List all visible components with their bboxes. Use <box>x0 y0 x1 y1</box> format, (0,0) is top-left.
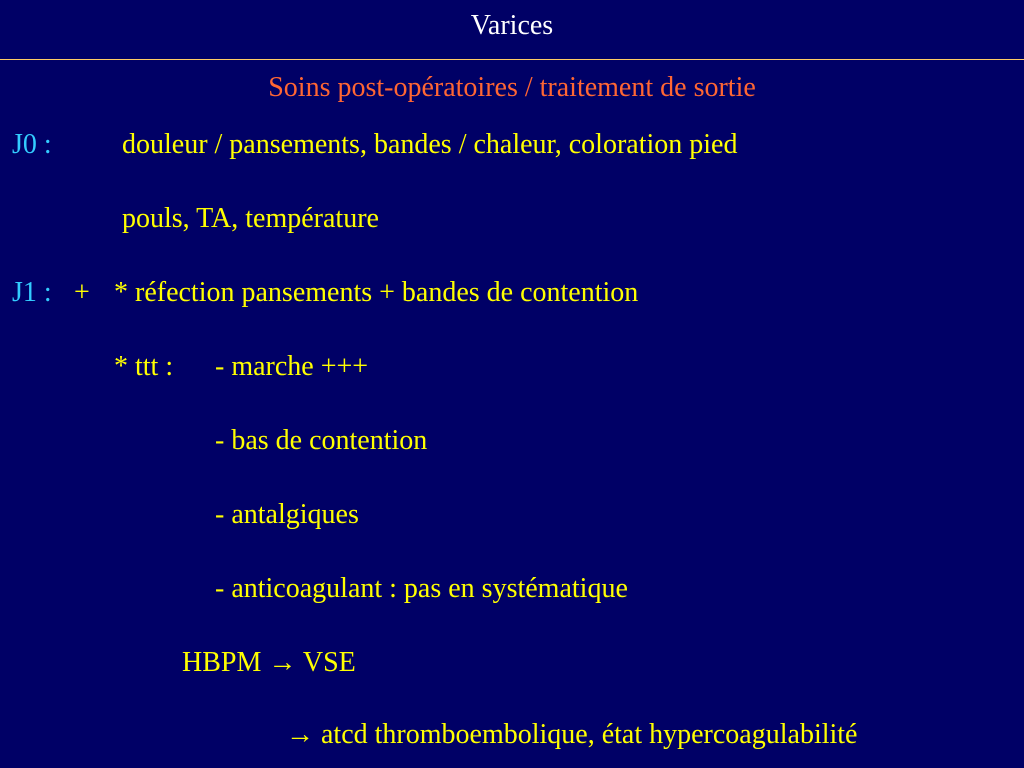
ttt-item: - marche +++ <box>215 351 369 382</box>
ttt-item: - bas de contention <box>215 425 428 456</box>
ttt-item: - anticoagulant : pas en systématique <box>215 573 628 604</box>
j0-line-1: douleur / pansements, bandes / chaleur, coloration pied <box>122 129 738 160</box>
j1-plus: + <box>74 277 90 308</box>
title-divider <box>0 59 1024 60</box>
hbpm-line: HBPM → VSE <box>182 647 356 678</box>
slide-subtitle: Soins post-opératoires / traitement de sortie <box>268 72 756 103</box>
ttt-item: - antalgiques <box>215 499 359 530</box>
j0-line-2: pouls, TA, température <box>122 203 379 234</box>
j0-label: J0 : <box>12 129 52 160</box>
slide-title: Varices <box>470 10 554 41</box>
j1-line-1: * réfection pansements + bandes de contention <box>114 277 639 308</box>
j1-label: J1 : <box>12 277 52 308</box>
ttt-label: * ttt : <box>114 351 174 382</box>
thrombo-line: → atcd thromboembolique, état hypercoagulabilité <box>286 719 858 750</box>
